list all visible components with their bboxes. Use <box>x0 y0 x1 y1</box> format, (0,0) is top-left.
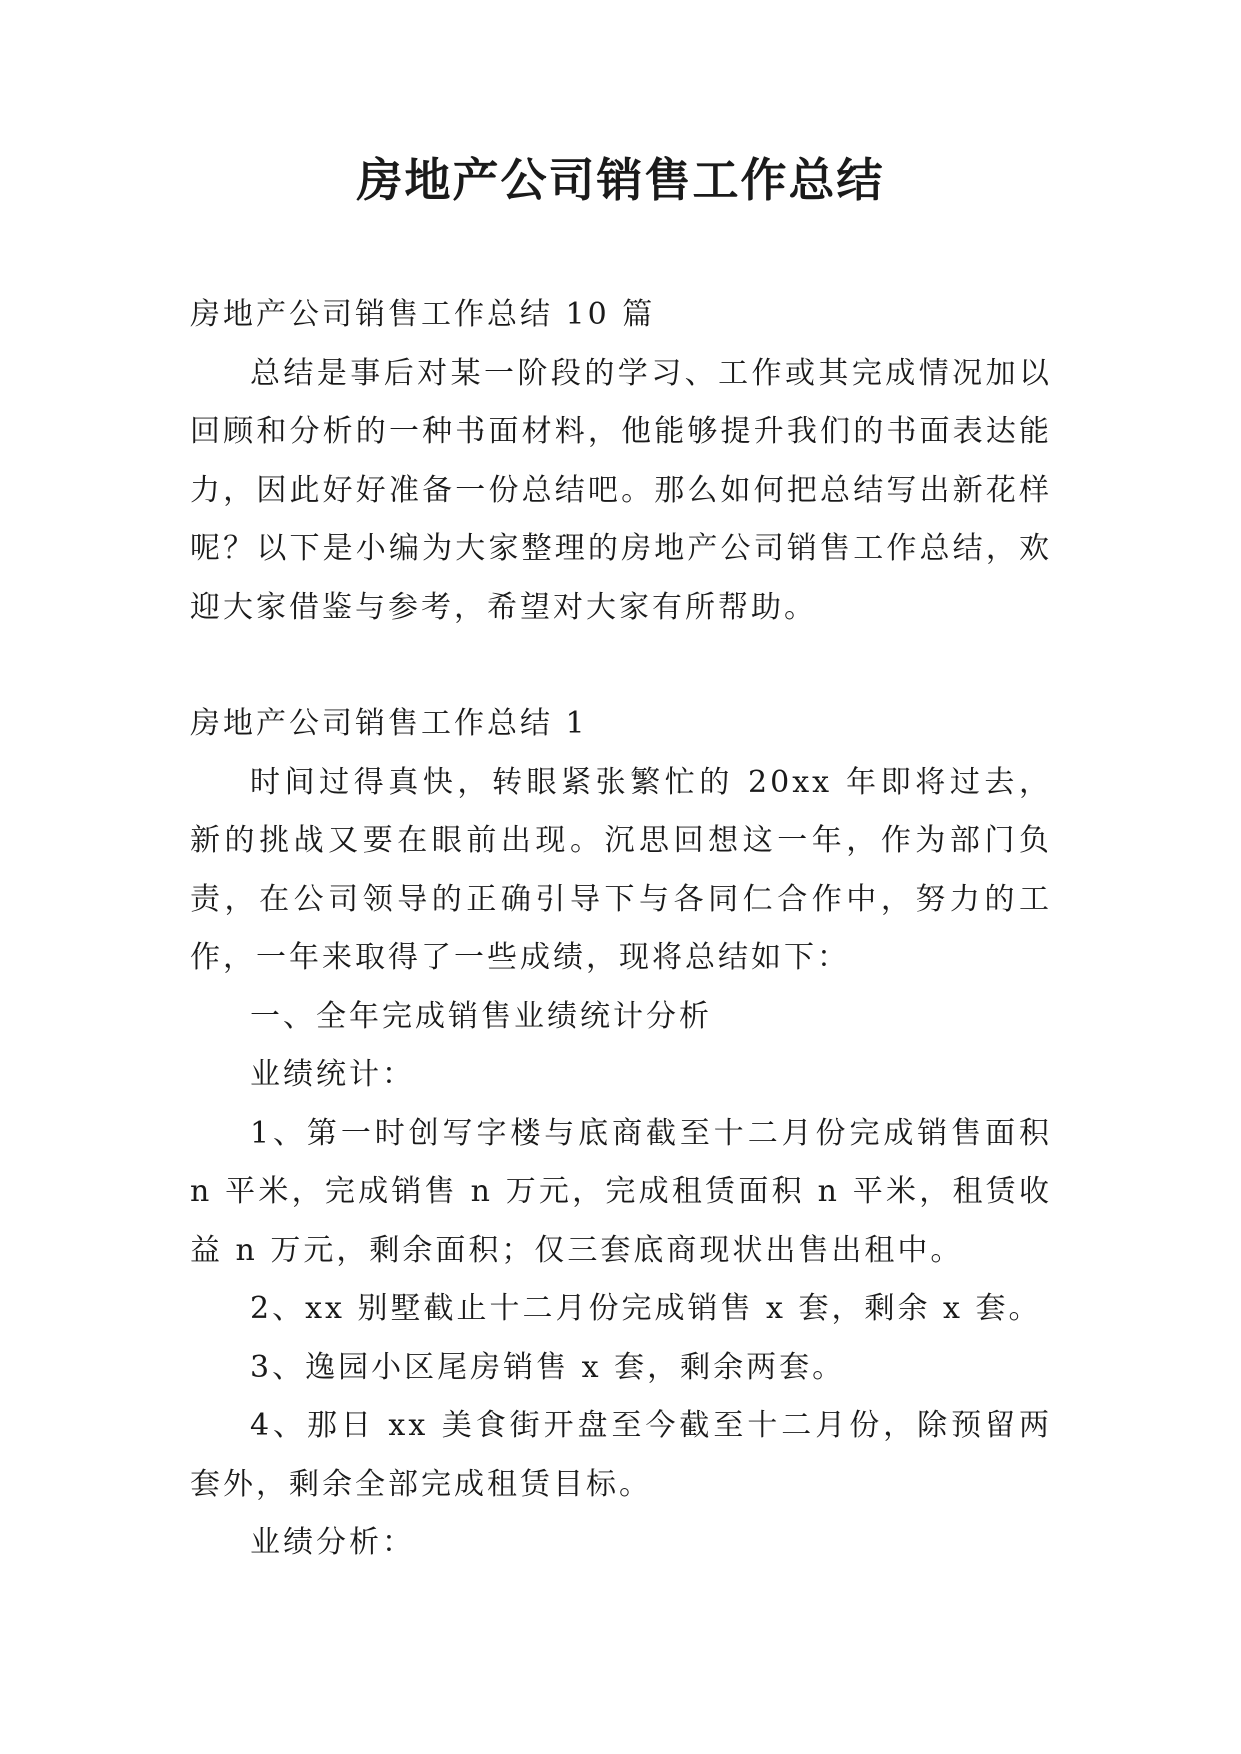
paragraph-opening: 时间过得真快，转眼紧张繁忙的 20xx 年即将过去，新的挑战又要在眼前出现。沉思回想这一年，作为部门负责，在公司领导的正确引导下与各同仁合作中，努力的工作，一年来取得了一些成绩，现将总结如下： <box>190 764 1052 975</box>
document-body <box>190 286 1052 1573</box>
paragraph-label-statistics: 业绩统计： <box>250 1057 415 1092</box>
paragraph-label-analysis: 业绩分析： <box>250 1525 415 1560</box>
section-spacer <box>190 637 1052 695</box>
list-item-2: 2、xx 别墅截止十二月份完成销售 x 套，剩余 x 套。 <box>250 1291 1042 1326</box>
list-item-3: 3、逸园小区尾房销售 x 套，剩余两套。 <box>250 1349 846 1385</box>
document-title: 房地产公司销售工作总结 <box>356 153 885 207</box>
intro-paragraph: 总结是事后对某一阶段的学习、工作或其完成情况加以回顾和分析的一种书面材料，他能够提升我们的书面表达能力，因此好好准备一份总结吧。那么如何把总结写出新花样呢？以下是小编为大家整理的房地产公司销售工作总结，欢迎大家借鉴与参考，希望对大家有所帮助。 <box>190 355 1052 625</box>
paragraph-subheading-sales: 一、全年完成销售业绩统计分析 <box>250 998 712 1034</box>
list-item-1: 1、第一时创写字楼与底商截至十二月份完成销售面积 n 平米，完成销售 n 万元，完成租赁面积 n 平米，租赁收益 n 万元，剩余面积；仅三套底商现状出售出租中。 <box>190 1115 1052 1268</box>
section-heading: 房地产公司销售工作总结 1 <box>190 706 588 741</box>
document-subtitle: 房地产公司销售工作总结 10 篇 <box>190 297 656 332</box>
list-item-4: 4、那日 xx 美食街开盘至今截至十二月份，除预留两套外，剩余全部完成租赁目标。 <box>190 1408 1052 1502</box>
